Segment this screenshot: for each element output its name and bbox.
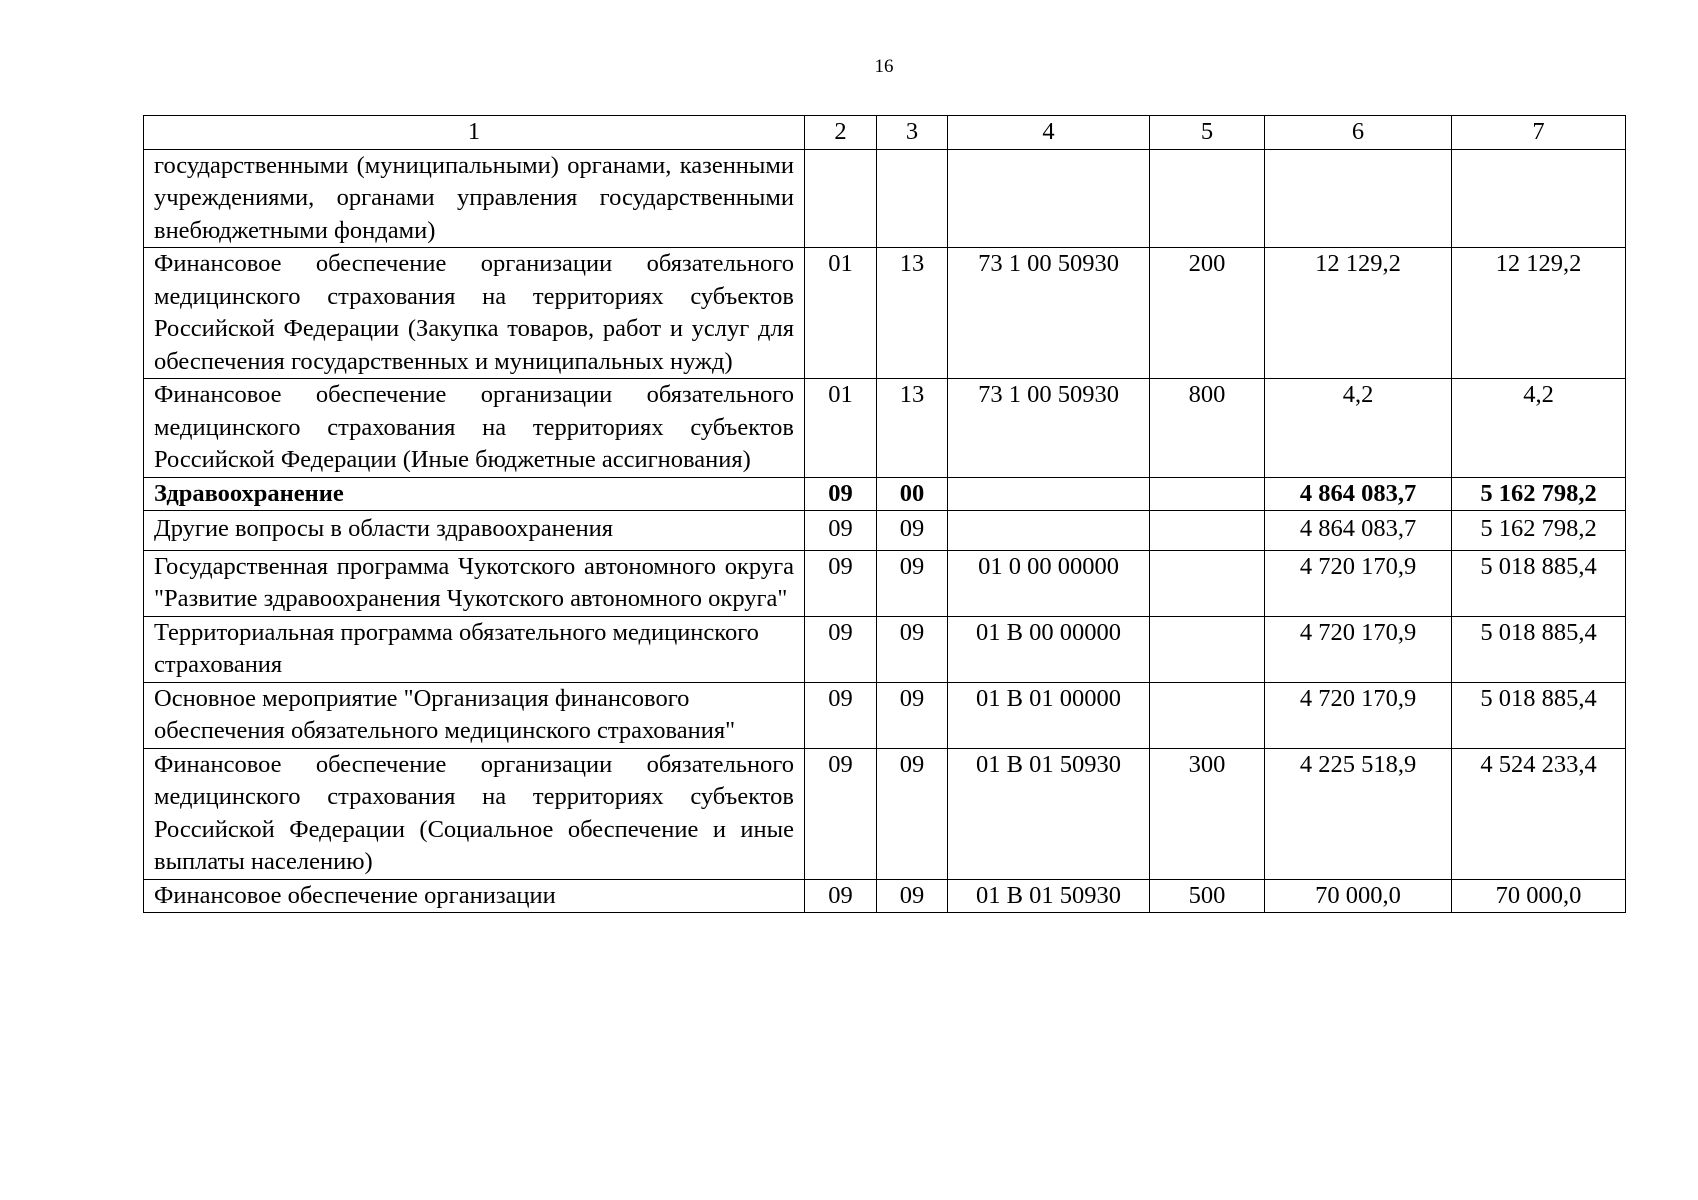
row-sum-2: 70 000,0 [1452,879,1626,913]
row-vr [1150,616,1265,682]
row-pr: 09 [877,511,948,551]
row-name: Финансовое обеспечение организации обязательного медицинского страхования на территориях субъектов Российской Федерации (Иные бюджетные ассигнования) [144,379,805,478]
row-csr: 73 1 00 50930 [948,248,1150,379]
row-sum-2: 5 162 798,2 [1452,477,1626,511]
row-vr [1150,511,1265,551]
row-rz: 09 [805,477,877,511]
budget-table [143,115,1626,913]
row-vr: 300 [1150,748,1265,879]
row-pr: 13 [877,379,948,478]
table-row [144,682,1626,748]
row-pr: 09 [877,879,948,913]
row-rz: 01 [805,379,877,478]
row-name: Основное мероприятие "Организация финансового обеспечения обязательного медицинского страхования" [144,682,805,748]
row-rz: 09 [805,550,877,616]
row-pr: 09 [877,550,948,616]
row-pr: 09 [877,616,948,682]
table-header-row [144,116,1626,150]
row-rz: 09 [805,616,877,682]
row-vr: 500 [1150,879,1265,913]
row-csr: 73 1 00 50930 [948,379,1150,478]
table-row [144,748,1626,879]
row-csr: 01 В 01 50930 [948,748,1150,879]
row-pr: 00 [877,477,948,511]
header-cell: 7 [1452,116,1626,150]
row-sum-1: 4 864 083,7 [1265,477,1452,511]
row-pr: 09 [877,682,948,748]
row-vr [1150,149,1265,248]
row-csr [948,511,1150,551]
row-pr: 09 [877,748,948,879]
row-rz [805,149,877,248]
row-sum-2: 4 524 233,4 [1452,748,1626,879]
row-rz: 09 [805,879,877,913]
header-cell: 6 [1265,116,1452,150]
row-sum-2: 12 129,2 [1452,248,1626,379]
table-row [144,550,1626,616]
row-name: Государственная программа Чукотского автономного округа "Развитие здравоохранения Чукотского автономного округа" [144,550,805,616]
row-vr: 800 [1150,379,1265,478]
row-sum-1: 12 129,2 [1265,248,1452,379]
row-csr: 01 В 01 00000 [948,682,1150,748]
row-csr [948,149,1150,248]
row-sum-2 [1452,149,1626,248]
row-name: Финансовое обеспечение организации [144,879,805,913]
row-sum-2: 4,2 [1452,379,1626,478]
row-csr: 01 В 00 00000 [948,616,1150,682]
page-number: 16 [874,56,894,77]
header-cell: 2 [805,116,877,150]
row-rz: 09 [805,748,877,879]
row-sum-1: 4,2 [1265,379,1452,478]
row-sum-2: 5 162 798,2 [1452,511,1626,551]
table-row [144,379,1626,478]
row-csr: 01 В 01 50930 [948,879,1150,913]
row-sum-1: 4 864 083,7 [1265,511,1452,551]
row-sum-1: 4 720 170,9 [1265,616,1452,682]
row-sum-1: 4 720 170,9 [1265,550,1452,616]
row-vr [1150,682,1265,748]
row-sum-1: 4 720 170,9 [1265,682,1452,748]
row-sum-2: 5 018 885,4 [1452,682,1626,748]
header-cell: 4 [948,116,1150,150]
row-name: Финансовое обеспечение организации обязательного медицинского страхования на территориях субъектов Российской Федерации (Социальное обеспечение и иные выплаты населению) [144,748,805,879]
row-csr: 01 0 00 00000 [948,550,1150,616]
row-vr [1150,477,1265,511]
row-pr [877,149,948,248]
row-vr [1150,550,1265,616]
table-row [144,248,1626,379]
row-sum-1: 70 000,0 [1265,879,1452,913]
row-name: государственными (муниципальными) органами, казенными учреждениями, органами управления государственными внебюджетными фондами) [144,149,805,248]
table-row [144,879,1626,913]
row-name: Территориальная программа обязательного медицинского страхования [144,616,805,682]
row-csr [948,477,1150,511]
row-pr: 13 [877,248,948,379]
row-sum-1 [1265,149,1452,248]
row-vr: 200 [1150,248,1265,379]
header-cell: 3 [877,116,948,150]
table-row [144,511,1626,551]
table-row [144,616,1626,682]
table-row [144,149,1626,248]
row-sum-2: 5 018 885,4 [1452,550,1626,616]
table-row-section-total [144,477,1626,511]
row-name: Здравоохранение [144,477,805,511]
row-rz: 09 [805,682,877,748]
row-rz: 09 [805,511,877,551]
row-sum-2: 5 018 885,4 [1452,616,1626,682]
row-sum-1: 4 225 518,9 [1265,748,1452,879]
header-cell: 1 [144,116,805,150]
row-name: Другие вопросы в области здравоохранения [144,511,805,551]
row-rz: 01 [805,248,877,379]
row-name: Финансовое обеспечение организации обязательного медицинского страхования на территориях субъектов Российской Федерации (Закупка товаров, работ и услуг для обеспечения государственных и муниципальных нужд) [144,248,805,379]
header-cell: 5 [1150,116,1265,150]
